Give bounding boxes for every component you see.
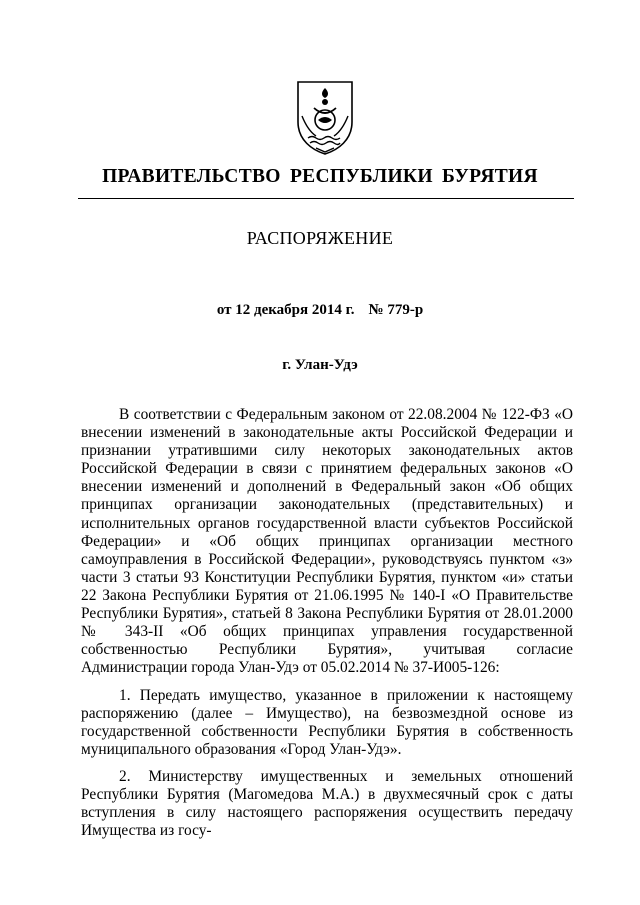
order-item-1 [81, 687, 573, 759]
city: г. Улан-Удэ [282, 357, 358, 373]
order-item-2-text: 2. Министерству имущественных и земельных отношений Республики Бурятия (Магомедова М.А.) в двухмесячный срок с даты вступления в силу настоящего распоряжения осуществить передачу Имущества из госу- [81, 768, 573, 840]
order-item-1-text: 1. Передать имущество, указанное в приложении к настоящему распоряжению (далее – Имущество), на безвозмездной основе из государственной собственности Республики Бурятия в собственность муниципального образования «Город Улан-Удэ». [81, 687, 573, 759]
document-number: № 779-р [368, 302, 424, 318]
header-divider [78, 198, 574, 199]
date-number-line [0, 302, 640, 319]
coat-of-arms-emblem [294, 78, 356, 156]
document-type: РАСПОРЯЖЕНИЕ [246, 228, 394, 248]
preamble-paragraph [81, 406, 573, 677]
document-date: от 12 декабря 2014 г. [216, 302, 355, 318]
preamble-text: В соответствии с Федеральным законом от 22.08.2004 № 122-ФЗ «О внесении изменений в законодательные акты Российской Федерации и признании утратившими силу некоторых законодательных актов Российской Федерации в связи с принятием федеральных законов «О внесении изменений и дополнений в Федеральный закон «Об общих принципах организации законодательных (представительных) и исполнительных органов государственной власти субъектов Российской Федерации» и «Об общих принципах организации местного самоуправления в Российской Федерации», руководствуясь пунктом «з» части 3 статьи 93 Конституции Республики Бурятия, пунктом «и» статьи 22 Закона Республики Бурятия от 21.06.1995 № 140-I «О Правительстве Республики Бурятия», статьей 8 Закона Республики Бурятия от 28.01.2000 № 343-II «Об общих принципах управления государственной собственностью Республики Бурятия», учитывая согласие Администрации города Улан-Удэ от 05.02.2014 № 37-И005-126: [81, 406, 573, 677]
organization-title: ПРАВИТЕЛЬСТВО РЕСПУБЛИКИ БУРЯТИЯ [102, 166, 538, 187]
order-item-2 [81, 768, 573, 840]
